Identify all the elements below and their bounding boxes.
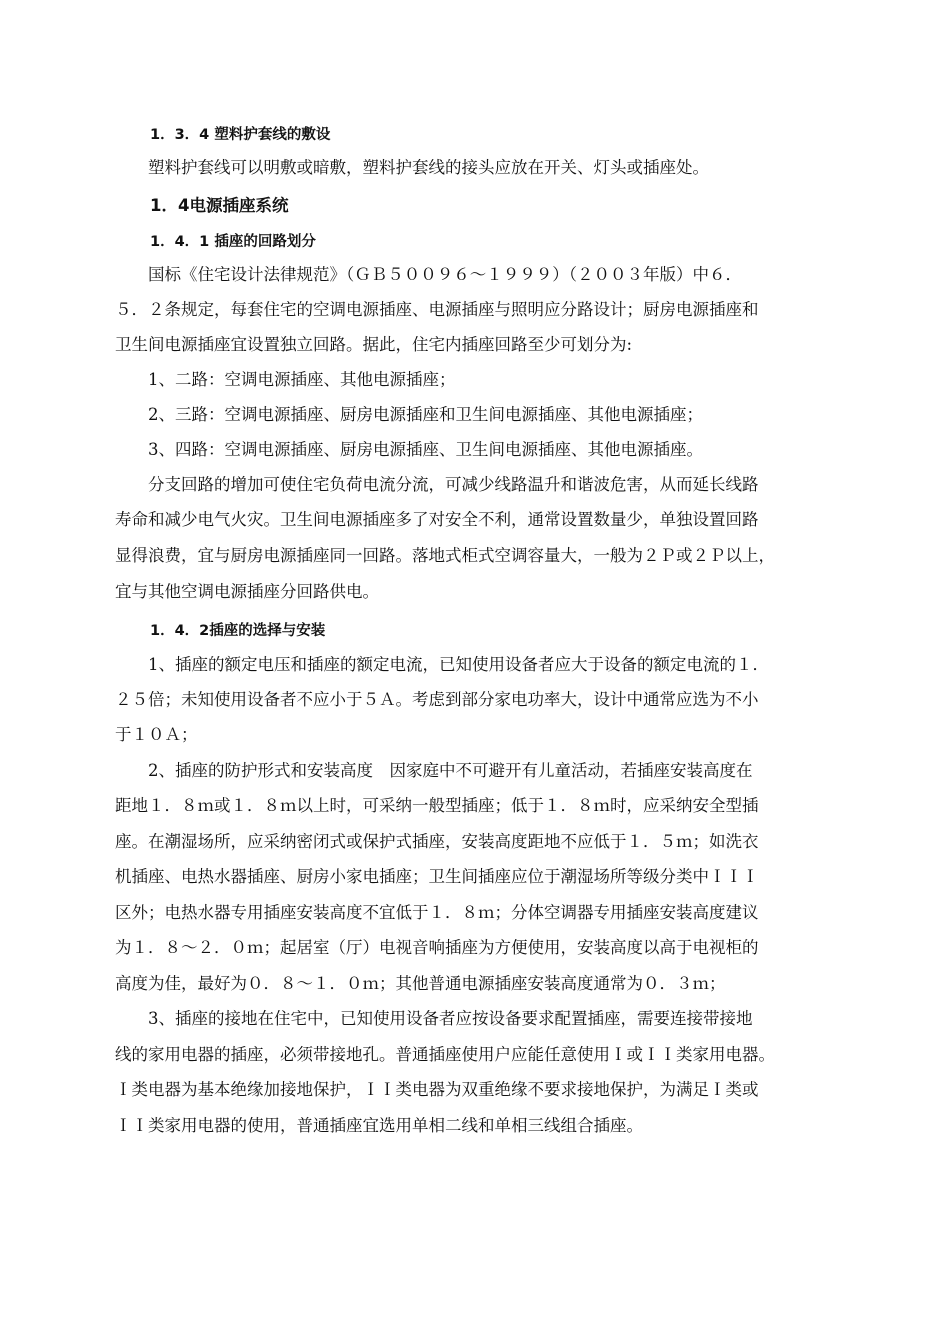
- heading-1-4-1: 1．4．1 插座的回路划分: [150, 234, 316, 250]
- heading-1-4-2: 1．4．2插座的选择与安装: [150, 623, 326, 639]
- paragraph-line: 线的家用电器的插座，必须带接地孔。普通插座使用户应能任意使用Ｉ或ＩＩ类家用电器。: [115, 1045, 775, 1064]
- paragraph-line: ＩＩ类家用电器的使用，普通插座宜选用单相二线和单相三线组合插座。: [115, 1116, 643, 1135]
- paragraph-line: 座。在潮湿场所，应采纳密闭式或保护式插座，安装高度距地不应低于１．５ｍ；如洗衣: [115, 832, 759, 851]
- paragraph-line: 为１．８～２．０ｍ；起居室（厅）电视音响插座为方便使用，安装高度以高于电视柜的: [115, 938, 759, 957]
- heading-1-3-4: 1．3．4 塑料护套线的敷设: [150, 127, 331, 143]
- paragraph-line: 国标《住宅设计法律规范》（ＧＢ５００９６～１９９９）（２００３年版）中６．: [148, 265, 742, 284]
- paragraph-line: 区外；电热水器专用插座安装高度不宜低于１．８ｍ；分体空调器专用插座安装高度建议: [115, 903, 759, 922]
- paragraph-line: 2、插座的防护形式和安装高度 因家庭中不可避开有儿童活动，若插座安装高度在: [148, 761, 753, 780]
- list-item: 1、二路：空调电源插座、其他电源插座；: [148, 370, 456, 389]
- paragraph-line: 宜与其他空调电源插座分回路供电。: [115, 582, 379, 601]
- paragraph-line: 机插座、电热水器插座、厨房小家电插座；卫生间插座应位于潮湿场所等级分类中ＩＩＩ: [115, 867, 759, 886]
- paragraph-line: 显得浪费，宜与厨房电源插座同一回路。落地式柜式空调容量大，一般为２Ｐ或２Ｐ以上，: [115, 546, 775, 565]
- paragraph-line: 寿命和减少电气火灾。卫生间电源插座多了对安全不利，通常设置数量少，单独设置回路: [115, 510, 759, 529]
- list-item: 3、四路：空调电源插座、厨房电源插座、卫生间电源插座、其他电源插座。: [148, 440, 703, 459]
- list-item: 2、三路：空调电源插座、厨房电源插座和卫生间电源插座、其他电源插座；: [148, 405, 703, 424]
- paragraph-line: Ｉ类电器为基本绝缘加接地保护，ＩＩ类电器为双重绝缘不要求接地保护，为满足Ｉ类或: [115, 1080, 759, 1099]
- paragraph-line: 1、插座的额定电压和插座的额定电流，已知使用设备者应大于设备的额定电流的１．: [148, 655, 769, 674]
- paragraph-line: 卫生间电源插座宜设置独立回路。据此，住宅内插座回路至少可划分为:: [115, 335, 633, 354]
- paragraph-line: 3、插座的接地在住宅中，已知使用设备者应按设备要求配置插座，需要连接带接地: [148, 1009, 753, 1028]
- heading-1-4: 1．4电源插座系统: [150, 196, 289, 215]
- paragraph-line: 于１０Ａ；: [115, 725, 198, 744]
- paragraph-line: 分支回路的增加可使住宅负荷电流分流，可减少线路温升和谐波危害，从而延长线路: [148, 475, 759, 494]
- paragraph-line: 距地１．８ｍ或１．８ｍ以上时，可采纳一般型插座；低于１．８ｍ时，应采纳安全型插: [115, 796, 759, 815]
- paragraph-line: ２５倍；未知使用设备者不应小于５Ａ。考虑到部分家电功率大，设计中通常应选为不小: [115, 690, 759, 709]
- paragraph-line: ５．２条规定，每套住宅的空调电源插座、电源插座与照明应分路设计；厨房电源插座和: [115, 300, 759, 319]
- paragraph-line: 高度为佳，最好为０．８～１．０ｍ；其他普通电源插座安装高度通常为０．３ｍ；: [115, 974, 726, 993]
- paragraph-1-3-4: 塑料护套线可以明敷或暗敷，塑料护套线的接头应放在开关、灯头或插座处。: [148, 158, 709, 177]
